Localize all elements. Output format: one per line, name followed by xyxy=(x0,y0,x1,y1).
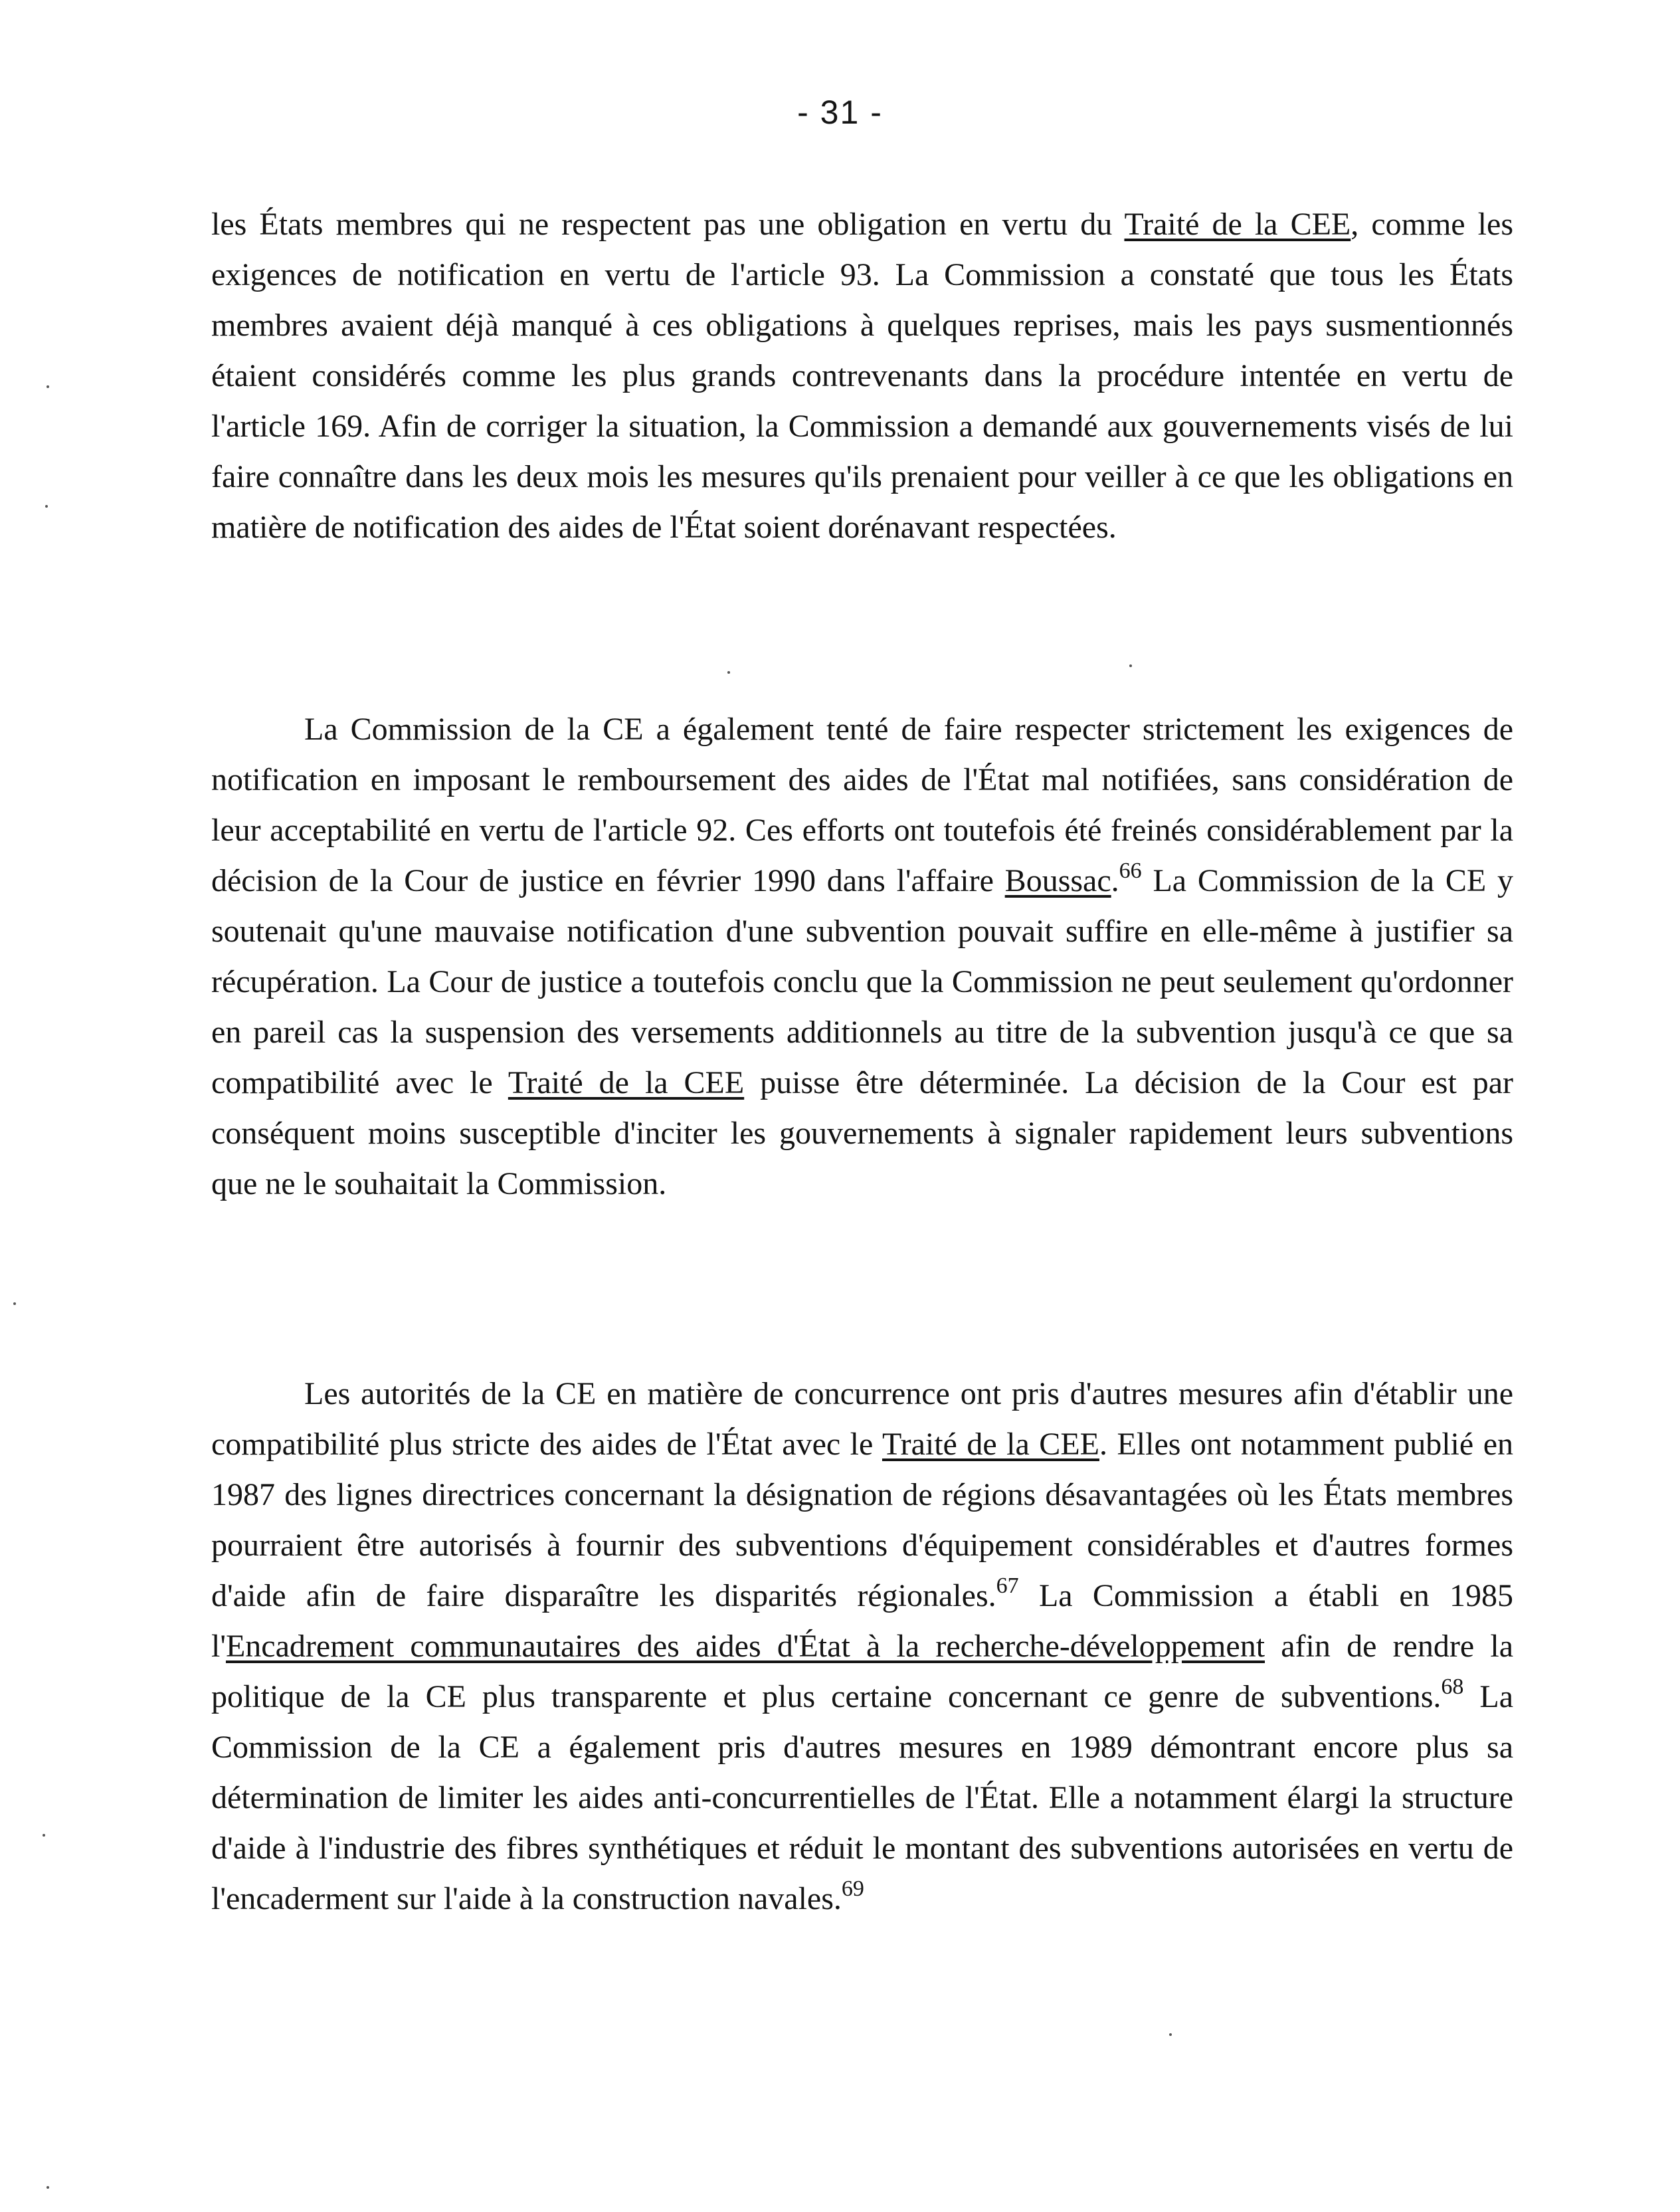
scan-speck xyxy=(47,385,49,388)
text-segment: Les autorités de la CE en matière de concurrence ont pris d'autres mesures afin d'établir une compatibilité plus stricte des aides de l'État avec le xyxy=(211,1376,1513,1462)
text-segment: puisse être déterminée. La décision de la Cour est par conséquent moins susceptible d'inciter les gouvernements à signaler rapidement leurs subventions que ne le souhaitait la Commission. xyxy=(211,1065,1514,1201)
scan-speck xyxy=(45,505,48,508)
page-number: - 31 - xyxy=(797,94,883,131)
paragraph-3-text xyxy=(211,1369,1513,1924)
text-segment: afin de rendre la politique de la CE plus transparente et plus certaine concernant ce genre de subventions. xyxy=(211,1629,1513,1714)
scan-speck xyxy=(47,2186,49,2189)
underlined-title: Traité de la CEE xyxy=(882,1427,1099,1462)
underlined-title: Encadrement communautaires des aides d'État à la recherche-développement xyxy=(225,1629,1265,1664)
underlined-title: Traité de la CEE xyxy=(1124,207,1351,242)
paragraph-2 xyxy=(211,704,1513,1209)
text-segment: . xyxy=(1111,863,1119,898)
scan-speck xyxy=(727,671,730,674)
paragraph-2-text xyxy=(211,704,1513,1209)
paragraph-3 xyxy=(211,1369,1513,1924)
paragraph-1 xyxy=(211,199,1513,553)
scan-speck xyxy=(13,1302,16,1305)
scan-speck xyxy=(1129,664,1132,667)
text-segment: La Commission de la CE a également pris d'autres mesures en 1989 démontrant encore plus sa détermination de limiter les aides anti-concurrentielles de l'État. Elle a notamment élargi la structure d'aide à l'industrie des fibres synthétiques et réduit le montant des subventions autorisées en vertu de l'encaderment sur l'aide à la construction navales. xyxy=(211,1679,1513,1916)
footnote-ref: 67 xyxy=(996,1573,1019,1598)
text-segment: les États membres qui ne respectent pas une obligation en vertu du xyxy=(211,207,1125,242)
underlined-title: Boussac xyxy=(1004,863,1111,898)
footnote-ref: 69 xyxy=(841,1876,864,1901)
text-segment: La Commission a établi en 1985 l' xyxy=(211,1578,1513,1664)
footnote-ref: 68 xyxy=(1441,1674,1464,1699)
paragraph-1-text xyxy=(211,199,1513,553)
text-segment: La Commission de la CE a également tenté de faire respecter strictement les exigences de notification en imposant le remboursement des aides de l'État mal notifiées, sans considération de leur acceptabilité en vertu de l'article 92. Ces efforts ont toutefois été freinés considérablement par la décision de la Cour de justice en février 1990 dans l'affaire xyxy=(211,712,1513,898)
text-segment: . Elles ont notamment publié en 1987 des lignes directrices concernant la désignation de régions désavantagées où les États membres pourraient être autorisés à fournir des subventions d'équipement considérables et d'autres formes d'aide afin de faire disparaître les disparités régionales. xyxy=(211,1427,1513,1613)
scan-speck xyxy=(1169,2033,1172,2036)
scan-speck xyxy=(43,1834,45,1837)
underlined-title: Traité de la CEE xyxy=(508,1065,745,1100)
footnote-ref: 66 xyxy=(1119,858,1142,883)
text-segment: La Commission de la CE y soutenait qu'une mauvaise notification d'une subvention pouvait suffire en elle-même à justifier sa récupération. La Cour de justice a toutefois conclu que la Commission ne peut seulement qu'ordonner en pareil cas la suspension des versements additionnels au titre de la subvention jusqu'à ce que sa compatibilité avec le xyxy=(211,863,1514,1100)
text-segment: , comme les exigences de notification en vertu de l'article 93. La Commission a constaté que tous les États membres avaient déjà manqué à ces obligations à quelques reprises, mais les pays susmentionnés étaient considérés comme les plus grands contrevenants dans la procédure intentée en vertu de l'article 169. Afin de corriger la situation, la Commission a demandé aux gouvernements visés de lui faire connaître dans les deux mois les mesures qu'ils prenaient pour veiller à ce que les obligations en matière de notification des aides de l'État soient dorénavant respectées. xyxy=(211,207,1514,545)
